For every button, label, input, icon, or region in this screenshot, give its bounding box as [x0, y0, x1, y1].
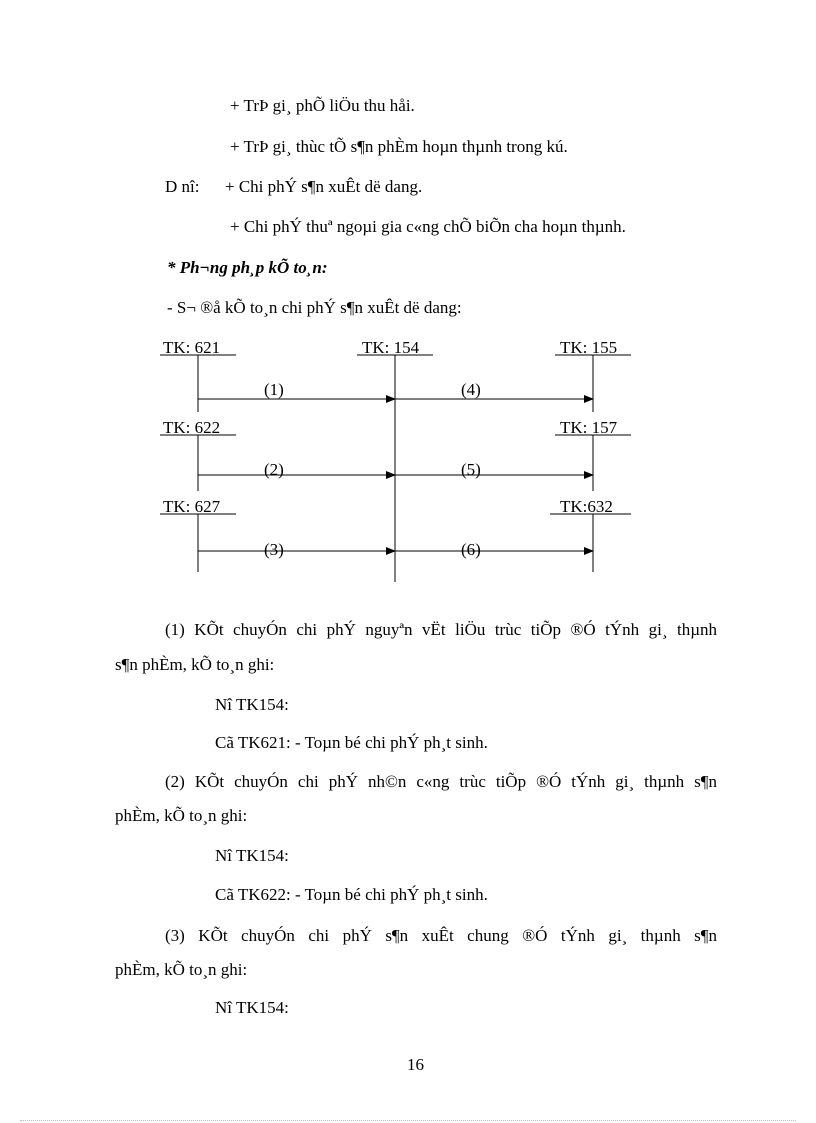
- paragraph-3-debit: Nî TK154:: [215, 998, 289, 1017]
- account-label-157: TK: 157: [560, 418, 618, 437]
- paragraph-1-line-2: s¶n phÈm, kÕ to¸n ghi:: [115, 655, 275, 674]
- account-label-622: TK: 622: [163, 418, 221, 437]
- paragraph-2-credit: Cã TK622: - Toµn bé chi phÝ ph¸t sinh.: [215, 885, 488, 904]
- paragraph-1-line-1: (1) KÕt chuyÓn chi phÝ nguyªn vËt liÖu trùc tiÕp ®Ó tÝnh gi¸ thµnh: [165, 620, 717, 639]
- arrow-label-4: (4): [461, 380, 481, 399]
- arrow-label-6: (6): [461, 540, 481, 559]
- account-label-621: TK: 621: [163, 338, 221, 357]
- page-bottom-divider: [20, 1120, 796, 1121]
- t-account-627: [160, 497, 236, 572]
- diagram-caption: - S¬ ®å kÕ to¸n chi phÝ s¶n xuÊt dë dang:: [167, 298, 462, 317]
- account-label-632: TK:632: [560, 497, 613, 516]
- account-label-627: TK: 627: [163, 497, 221, 516]
- t-account-622: [160, 418, 236, 491]
- page-number: 16: [407, 1055, 424, 1074]
- du-no-label: D nî:: [165, 177, 200, 196]
- du-no-item-outsourced: + Chi phÝ thuª ngoµi gia c«ng chÕ biÕn cha hoµn thµnh.: [230, 217, 626, 236]
- t-account-621: [160, 338, 236, 412]
- list-item-scrap: + TrÞ gi¸ phÕ liÖu thu håi.: [230, 96, 415, 115]
- t-account-157: [555, 418, 631, 491]
- paragraph-2-line-1: (2) KÕt chuyÓn chi phÝ nh©n c«ng trùc tiÕp ®Ó tÝnh gi¸ thµnh s¶n: [165, 772, 717, 791]
- section-heading: * Ph¬ng ph¸p kÕ to¸n:: [167, 258, 328, 277]
- paragraph-2-debit: Nî TK154:: [215, 846, 289, 865]
- arrow-label-3: (3): [264, 540, 284, 559]
- account-label-154: TK: 154: [362, 338, 420, 357]
- t-account-155: [555, 338, 631, 412]
- paragraph-2-line-2: phÈm, kÕ to¸n ghi:: [115, 806, 248, 825]
- t-account-632: [550, 497, 631, 572]
- paragraph-3-line-1: (3) KÕt chuyÓn chi phÝ s¶n xuÊt chung ®Ó tÝnh gi¸ thµnh s¶n: [165, 926, 717, 945]
- paragraph-1-credit: Cã TK621: - Toµn bé chi phÝ ph¸t sinh.: [215, 733, 488, 752]
- arrow-label-5: (5): [461, 460, 481, 479]
- paragraph-3-line-2: phÈm, kÕ to¸n ghi:: [115, 960, 248, 979]
- arrow-label-2: (2): [264, 460, 284, 479]
- account-label-155: TK: 155: [560, 338, 618, 357]
- du-no-item-wip: + Chi phÝ s¶n xuÊt dë dang.: [225, 177, 423, 196]
- list-item-finished-goods: + TrÞ gi¸ thùc tÕ s¶n phÈm hoµn thµnh trong kú.: [230, 137, 568, 156]
- arrow-label-1: (1): [264, 380, 284, 399]
- t-account-154: [357, 338, 433, 582]
- paragraph-1-debit: Nî TK154:: [215, 695, 289, 714]
